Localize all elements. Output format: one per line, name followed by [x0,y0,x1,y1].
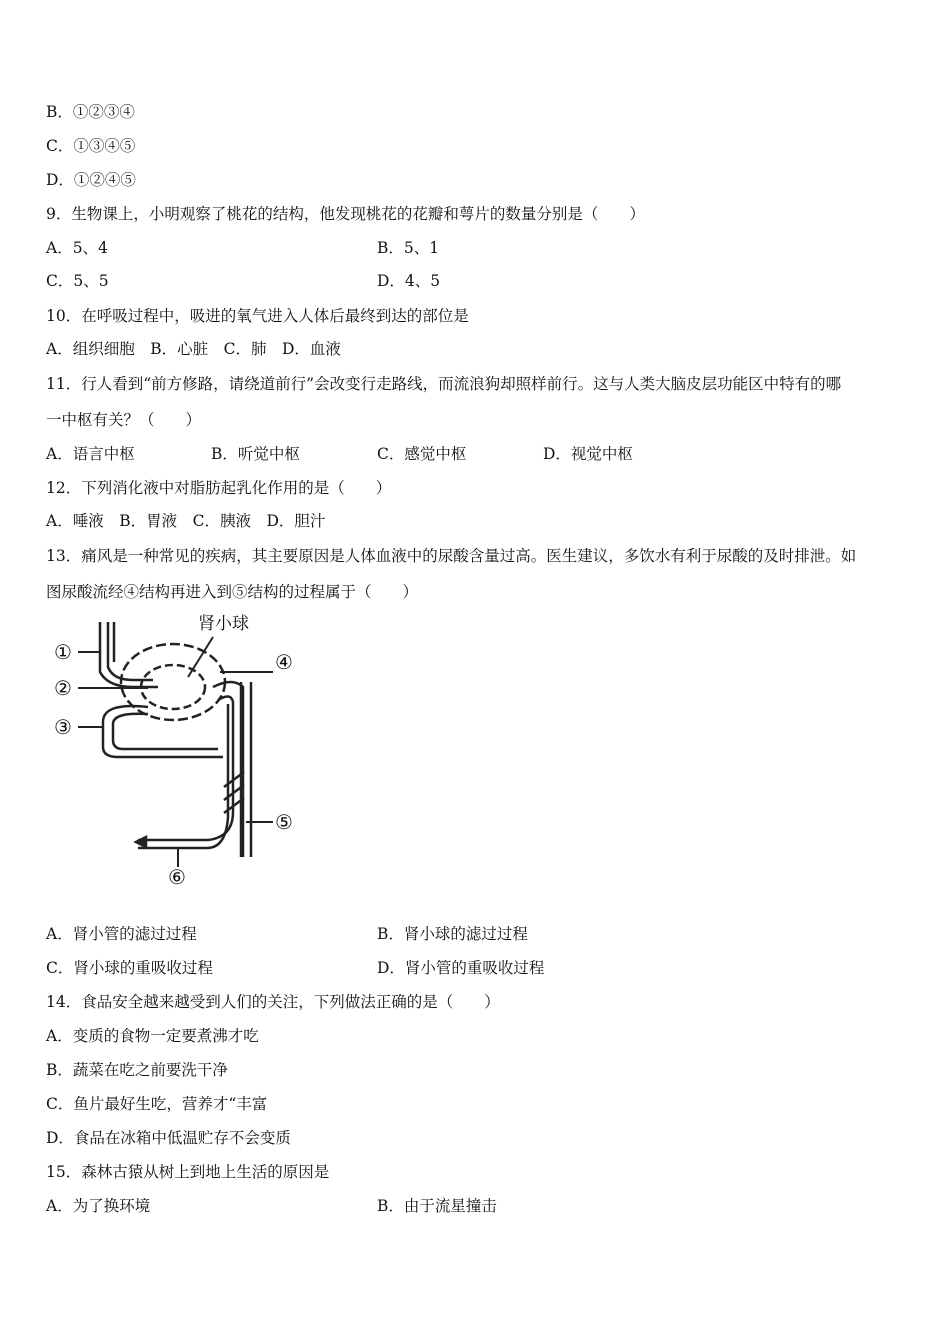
option-c: C．①③④⑤ [46,137,136,155]
option-b: B．肾小球的滤过过程 [377,925,528,943]
option-a: A．为了换环境 [46,1197,151,1215]
question-9: 9．生物课上，小明观察了桃花的结构，他发现桃花的花瓣和萼片的数量分别是（ ） [46,205,645,223]
option-b: B．由于流星撞击 [377,1197,497,1215]
option-b: B．蔬菜在吃之前要洗干净 [46,1061,228,1079]
option-b: B．听觉中枢 [211,445,300,463]
option-d: D．食品在冰箱中低温贮存不会变质 [46,1129,291,1147]
option-a: A．变质的食物一定要煮沸才吃 [46,1027,259,1045]
option-b: B．①②③④ [46,103,135,121]
options: A．组织细胞 B．心脏 C．肺 D．血液 [46,340,341,358]
option-d: D．4、5 [377,272,441,290]
label-1: ① [54,640,72,664]
question-14: 14．食品安全越来越受到人们的关注，下列做法正确的是（ ） [46,993,500,1011]
question-11: 11．行人看到“前方修路，请绕道前行”会改变行走路线，而流浪狗却照样前行。这与人类大脑皮层功能区中特有的哪 [46,375,842,393]
question-15: 15．森林古猿从树上到地上生活的原因是 [46,1163,330,1181]
glomerulus-label: 肾小球 [198,614,249,634]
options: A．唾液 B．胃液 C．胰液 D．胆汁 [46,512,326,530]
question-10: 10．在呼吸过程中，吸进的氧气进入人体后最终到达的部位是 [46,307,469,325]
option-a: A．肾小管的滤过过程 [46,925,197,943]
option-a: A．语言中枢 [46,445,135,463]
label-4: ④ [275,650,293,674]
label-3: ③ [54,715,72,739]
label-2: ② [54,676,72,700]
option-c: C．5、5 [46,272,109,290]
label-5: ⑤ [275,810,293,834]
option-a: A．5、4 [46,239,108,257]
option-d: D．①②④⑤ [46,171,136,189]
option-c: C．鱼片最好生吃，营养才“丰富 [46,1095,268,1113]
option-b: B．5、1 [377,239,440,257]
question-13: 13．痛风是一种常见的疾病，其主要原因是人体血液中的尿酸含量过高。医生建议，多饮水有利于尿酸的及时排泄。如 [46,547,857,565]
option-d: D．肾小管的重吸收过程 [377,959,545,977]
question-11-cont: 一中枢有关？（ ） [46,411,202,429]
nephron-diagram [48,612,308,897]
label-6: ⑥ [168,865,186,889]
option-c: C．感觉中枢 [377,445,467,463]
question-12: 12．下列消化液中对脂肪起乳化作用的是（ ） [46,479,392,497]
question-13-cont: 图尿酸流经④结构再进入到⑤结构的过程属于（ ） [46,583,419,601]
option-d: D．视觉中枢 [543,445,633,463]
option-c: C．肾小球的重吸收过程 [46,959,213,977]
